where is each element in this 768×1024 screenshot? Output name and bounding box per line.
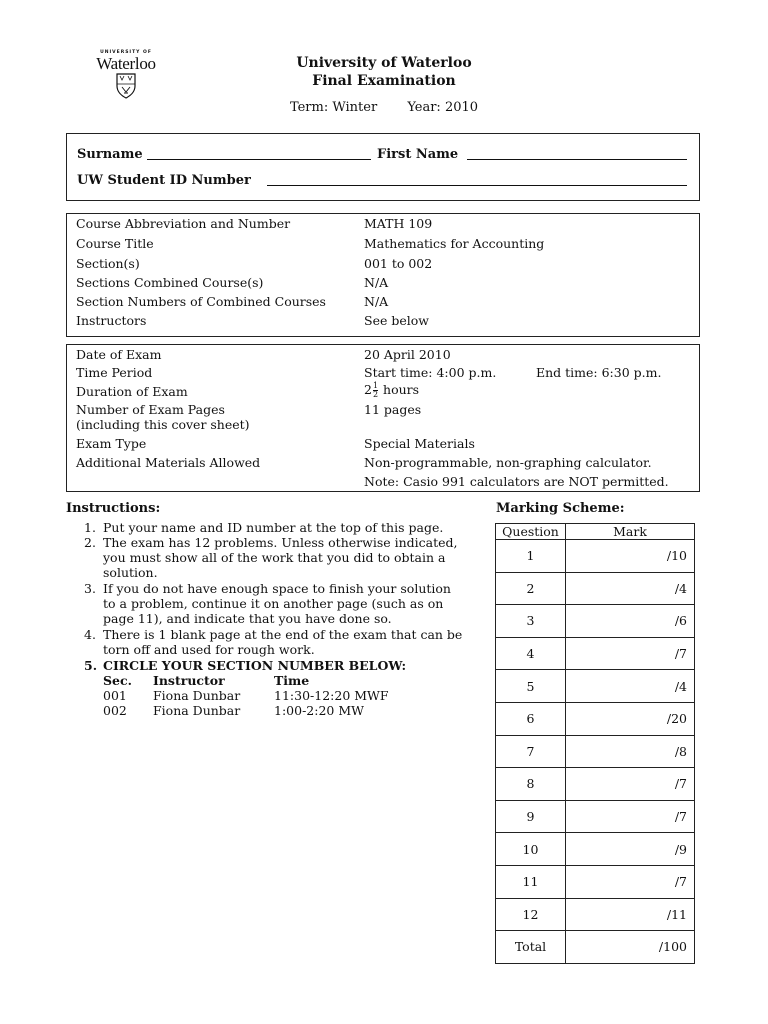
question-number: 6 (496, 702, 566, 735)
question-number: 2 (496, 572, 566, 605)
instruction-text: torn off and used for rough work. (103, 642, 315, 658)
course-value: MATH 109 (364, 216, 433, 231)
question-number: 9 (496, 800, 566, 833)
mark-cell[interactable]: /7 (566, 865, 695, 898)
year-value: 2010 (444, 100, 479, 115)
end-time: End time: 6:30 p.m. (536, 365, 662, 380)
pages-label: Number of Exam Pages (76, 402, 225, 417)
mark-cell[interactable]: /4 (566, 572, 695, 605)
exam-details-box (66, 344, 700, 492)
course-value: Mathematics for Accounting (364, 236, 545, 251)
table-row (496, 670, 695, 703)
time-period-label: Time Period (76, 365, 153, 380)
question-number: 12 (496, 898, 566, 931)
mark-cell[interactable]: /7 (566, 800, 695, 833)
mark-cell[interactable]: /9 (566, 833, 695, 866)
instruction-number: 1. (84, 520, 96, 535)
term-value: Winter (332, 100, 378, 115)
logo-top-text: UNIVERSITY OF (100, 50, 152, 55)
mark-cell[interactable]: /8 (566, 735, 695, 768)
course-label: Section Numbers of Combined Courses (76, 294, 326, 309)
fraction-numerator: 1 (372, 381, 379, 390)
exam-date-label: Date of Exam (76, 347, 162, 362)
instruction-item (84, 535, 476, 581)
student-id-label: UW Student ID Number (77, 173, 251, 188)
instruction-item (84, 581, 476, 627)
question-number: 1 (496, 540, 566, 573)
question-number: 10 (496, 833, 566, 866)
instruction-text: If you do not have enough space to finish your solution (103, 581, 451, 596)
table-row (496, 800, 695, 833)
question-number: 4 (496, 637, 566, 670)
marking-scheme-table (495, 523, 695, 964)
table-row (496, 605, 695, 638)
instruction-number: 5. (84, 658, 98, 673)
course-value: N/A (364, 294, 389, 309)
table-row (496, 540, 695, 573)
year-label: Year: (407, 100, 441, 115)
instruction-text: page 11), and indicate that you have done so. (103, 611, 392, 627)
table-row (496, 637, 695, 670)
surname-field[interactable] (147, 159, 371, 160)
section-instructor: Fiona Dunbar (153, 688, 241, 703)
total-mark-cell[interactable]: /100 (566, 931, 695, 964)
instruction-text: solution. (103, 565, 158, 581)
university-title: University of Waterloo (296, 55, 472, 71)
mark-cell[interactable]: /20 (566, 702, 695, 735)
duration-fraction (373, 382, 378, 399)
term-label: Term: (289, 100, 329, 115)
instruction-number: 3. (84, 581, 96, 596)
section-time: 1:00-2:20 MW (274, 703, 364, 718)
exam-date-value: 20 April 2010 (364, 347, 451, 362)
question-number: 5 (496, 670, 566, 703)
materials-value: Non-programmable, non-graphing calculator. (364, 455, 652, 470)
instruction-text: There is 1 blank page at the end of the exam that can be (103, 627, 463, 642)
student-identity-box (66, 133, 700, 201)
total-row (496, 931, 695, 964)
mark-cell[interactable]: /4 (566, 670, 695, 703)
fraction-denominator: 2 (372, 390, 379, 399)
marking-scheme-title: Marking Scheme: (496, 501, 625, 516)
section-number: 001 (103, 688, 127, 703)
section-col-time: Time (274, 673, 310, 688)
instruction-text: The exam has 12 problems. Unless otherwise indicated, (103, 535, 458, 550)
pages-label-note: (including this cover sheet) (76, 417, 250, 432)
exam-type-label: Exam Type (76, 436, 147, 451)
table-row (496, 898, 695, 931)
instruction-number: 4. (84, 627, 96, 642)
instruction-item (84, 658, 476, 673)
first-name-field[interactable] (467, 159, 687, 160)
table-row (496, 833, 695, 866)
pages-value: 11 pages (364, 402, 422, 417)
logo-name: Waterloo (96, 54, 156, 73)
exam-title: Final Examination (312, 73, 456, 89)
instructions-title: Instructions: (66, 501, 161, 516)
instruction-item (84, 520, 476, 535)
instruction-number: 2. (84, 535, 96, 550)
materials-label: Additional Materials Allowed (76, 455, 261, 470)
mark-cell[interactable]: /10 (566, 540, 695, 573)
table-row (496, 735, 695, 768)
materials-note: Note: Casio 991 calculators are NOT permitted. (364, 474, 669, 489)
question-number: 7 (496, 735, 566, 768)
table-row (496, 768, 695, 801)
question-number: 8 (496, 768, 566, 801)
instruction-text: to a problem, continue it on another page (such as on (103, 596, 444, 612)
instruction-text: you must show all of the work that you did to obtain a (103, 550, 446, 566)
instruction-text: Put your name and ID number at the top of this page. (103, 520, 444, 535)
marking-header-row (496, 524, 695, 540)
duration-label: Duration of Exam (76, 384, 188, 399)
table-row (496, 572, 695, 605)
student-id-field[interactable] (267, 185, 687, 186)
start-time: Start time: 4:00 p.m. (364, 365, 497, 380)
total-label: Total (496, 931, 566, 964)
section-time: 11:30-12:20 MWF (274, 688, 389, 703)
exam-type-value: Special Materials (364, 436, 475, 451)
section-col-instructor: Instructor (153, 673, 225, 688)
question-number: 3 (496, 605, 566, 638)
course-value: See below (364, 313, 429, 328)
term-year (0, 100, 768, 115)
question-number: 11 (496, 865, 566, 898)
mark-cell[interactable]: /7 (566, 768, 695, 801)
course-label: Course Abbreviation and Number (76, 216, 291, 231)
table-row (496, 865, 695, 898)
mark-cell[interactable]: /6 (566, 605, 695, 638)
duration-unit: hours (383, 382, 420, 397)
section-col-sec: Sec. (103, 673, 132, 688)
mark-cell[interactable]: /7 (566, 637, 695, 670)
surname-label: Surname (77, 147, 143, 162)
question-column-header: Question (496, 524, 566, 540)
section-instructor: Fiona Dunbar (153, 703, 241, 718)
instruction-item (84, 627, 476, 657)
mark-cell[interactable]: /11 (566, 898, 695, 931)
duration-whole: 2 (364, 382, 372, 397)
course-info-box (66, 213, 700, 337)
table-row (496, 702, 695, 735)
section-number: 002 (103, 703, 127, 718)
course-label: Sections Combined Course(s) (76, 275, 264, 290)
course-label: Section(s) (76, 256, 140, 271)
mark-column-header: Mark (566, 524, 695, 540)
first-name-label: First Name (377, 147, 459, 162)
course-label: Instructors (76, 313, 147, 328)
course-label: Course Title (76, 236, 154, 251)
course-value: 001 to 002 (364, 256, 433, 271)
instruction-text: CIRCLE YOUR SECTION NUMBER BELOW: (103, 658, 407, 673)
duration-value (364, 382, 419, 399)
course-value: N/A (364, 275, 389, 290)
